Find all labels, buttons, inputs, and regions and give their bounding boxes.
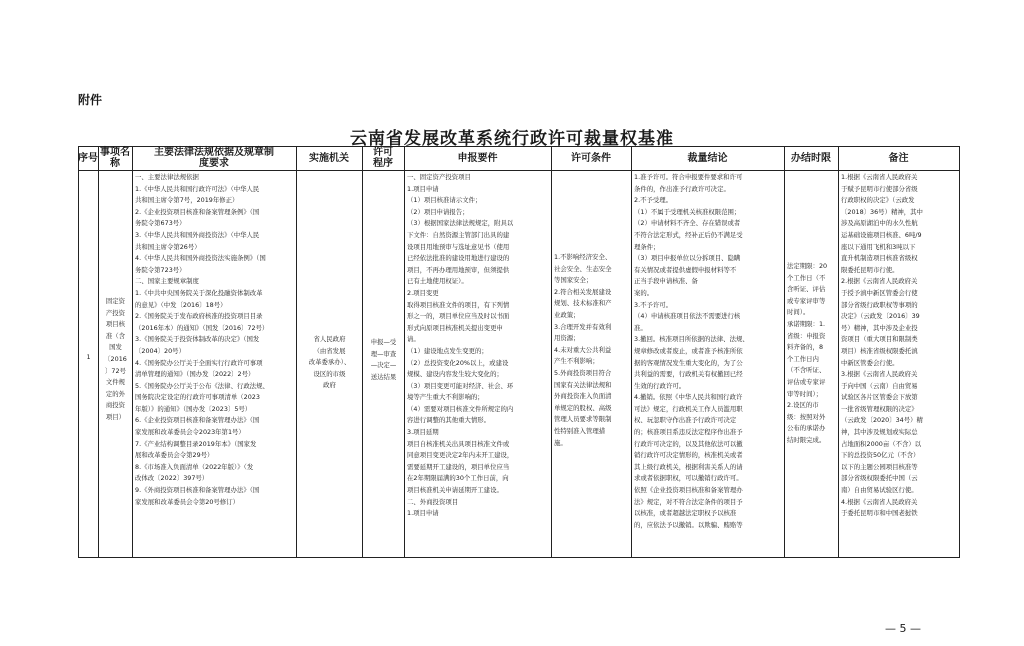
discretion-table bbox=[78, 146, 960, 558]
conclusion-line: 共利益的需要，行政机关有权撤回已经 bbox=[634, 370, 743, 379]
remarks-line: 神，其中涉及规划或实际总 bbox=[841, 428, 918, 437]
materials-line: 形之一的，项目单位应当及时以书面 bbox=[407, 312, 510, 321]
legal-basis-line: 的意见》（中发〔2016〕18号） bbox=[135, 300, 227, 309]
remarks-line: 1.根据《云南省人民政府关 bbox=[841, 173, 918, 181]
legal-basis-line: 清单管理的通知》（国办发〔2022〕2号） bbox=[135, 370, 255, 379]
legal-basis-line: 国务院决定设定的行政许可事项清单（2023 bbox=[135, 393, 260, 402]
remarks-line: 下的总投资50亿元（不含） bbox=[841, 451, 920, 460]
remarks-line: 〔2018〕36号）精神，其中 bbox=[841, 207, 923, 216]
remarks-line: 部分省级权限委托中国（云 bbox=[841, 474, 918, 483]
authority-line: 省人民政府 bbox=[313, 335, 346, 343]
materials-line: 3.项目延期 bbox=[407, 428, 439, 437]
conditions-line: 3.合理开发并有效利 bbox=[554, 322, 612, 331]
time-limit-line: 或专家评审等 bbox=[787, 296, 826, 305]
conclusion-line: 依照《企业投资项目核准和备案管理办 bbox=[634, 486, 743, 495]
conclusion-line: （2）申请材料不齐全、存在错误或者 bbox=[634, 219, 741, 228]
conclusion-line: 的；核准项目系违反法定程序作出准予 bbox=[634, 428, 743, 437]
time-limit-line: 公布的承诺办 bbox=[787, 424, 826, 433]
remarks-line: 于赋予昆明市行使部分省级 bbox=[841, 184, 918, 193]
conclusion-line: 可法》规定，行政机关工作人员滥用职 bbox=[634, 404, 743, 413]
header-index: 序号 bbox=[78, 152, 98, 164]
materials-line: 形式向原项目核准机关提出变更申 bbox=[407, 323, 503, 332]
item-name-cell bbox=[99, 296, 132, 456]
remarks-line: 试验区各片区管委会下放第 bbox=[841, 393, 918, 402]
remarks-line: 2.根据《云南省人民政府关 bbox=[841, 277, 918, 286]
remarks-line: 南）自由贸易试验区行使。 bbox=[841, 486, 918, 495]
time-limit-line: 结时限完成。 bbox=[787, 435, 826, 444]
conclusion-line: 1.准予许可。符合申报要件要求和许可 bbox=[634, 173, 743, 181]
conclusion-line: 4.撤销。依照《中华人民共和国行政许 bbox=[634, 393, 743, 402]
legal-basis-line: 1.《中共中央国务院关于深化投融资体制改革 bbox=[135, 288, 263, 297]
materials-line: 请。 bbox=[407, 335, 420, 344]
time-limit-line: 级：按照对外 bbox=[787, 412, 826, 421]
time-limit-line: 承诺期限：1. bbox=[787, 319, 826, 328]
remarks-line: 于委托昆明市和中国老挝铁 bbox=[841, 509, 918, 518]
materials-line: 2.项目变更 bbox=[407, 288, 439, 297]
legal-basis-line: 展和改革委员会令第29号） bbox=[135, 451, 214, 460]
legal-basis-line: 共和国主席令第26号） bbox=[135, 242, 201, 251]
materials-line: （1）项目核准请示文件； bbox=[407, 196, 482, 205]
remarks-line: 号）精神，其中涉及企业投 bbox=[841, 323, 918, 332]
legal-basis-line: 2.《国务院关于发布政府核准的投资项目目录 bbox=[135, 312, 263, 321]
conclusion-line: 据的客观情况发生重大变化的，为了公 bbox=[634, 358, 743, 367]
time-limit-line: （不含听证、 bbox=[787, 366, 826, 375]
legal-basis-line: 7.《产业结构调整目录2019年本》（国家发 bbox=[135, 439, 257, 448]
materials-line: 在2年期限届满的30个工作日前，向 bbox=[407, 474, 509, 483]
conclusion-line: 销行政许可决定情形的，核准机关或者 bbox=[634, 451, 743, 460]
item-name-line: 项目核 bbox=[105, 320, 126, 329]
legal-basis-line: 2.《企业投资项目核准和备案管理条例》（国 bbox=[135, 207, 260, 216]
conclusion-line: 理条件； bbox=[634, 242, 660, 251]
conclusion-cell bbox=[634, 172, 783, 557]
legal-basis-line: （2016年本）的通知》（国发〔2016〕72号） bbox=[135, 323, 269, 332]
conditions-line: 4.未对重大公共利益 bbox=[554, 345, 612, 354]
conclusion-line: 求或者依据职权，可以撤销行政许可。 bbox=[634, 474, 743, 483]
item-name-line: 准（含 bbox=[105, 331, 126, 340]
legal-basis-line: 年版）》的通知》（国办发〔2023〕5号） bbox=[135, 404, 252, 413]
conditions-line: 性特别准入管理措 bbox=[554, 426, 606, 435]
conditions-line: 社会安全、生态安全 bbox=[554, 264, 612, 273]
materials-line: 下文件：自然资源主管部门出具的建 bbox=[407, 230, 510, 239]
materials-line: 一、固定资产投资项目 bbox=[407, 173, 471, 181]
materials-line: （1）建设地点发生变更的； bbox=[407, 346, 488, 355]
conclusion-line: （1）不属于受理机关核准权限范围； bbox=[634, 207, 741, 216]
legal-basis-line: 共和国主席令第7号，2019年修正） bbox=[135, 196, 239, 205]
item-name-line: 定的外 bbox=[105, 389, 126, 398]
conclusion-line: 2.不予受理。 bbox=[634, 196, 673, 205]
conclusion-line: 案的。 bbox=[634, 288, 654, 297]
remarks-line: 运基础设施项目核准、6吨/9 bbox=[841, 230, 922, 239]
page-title: 云南省发展改革系统行政许可裁量权基准 bbox=[350, 129, 674, 149]
item-name-line: 文件规 bbox=[105, 378, 126, 387]
materials-line: 项目自核准机关出具项目核准文件或 bbox=[407, 439, 510, 448]
legal-basis-line: 务院令第723号） bbox=[135, 265, 186, 274]
conditions-line: 用资源； bbox=[554, 334, 580, 343]
time-limit-line: 个工作日内 bbox=[787, 354, 819, 363]
legal-basis-line: 8.《市场准入负面清单（2022年版）》（发 bbox=[135, 462, 254, 471]
conditions-line: 5.外商投资项目符合 bbox=[554, 368, 612, 377]
time-limit-line: 时间）。 bbox=[787, 308, 810, 317]
conditions-line: 2.符合相关发展建设 bbox=[554, 287, 612, 296]
conclusion-line: 以核准，或者超越法定职权予以核准 bbox=[634, 509, 737, 518]
header-item-name: 事项名称 bbox=[100, 147, 130, 169]
conditions-cell bbox=[554, 252, 630, 472]
legal-basis-line: 4.《中华人民共和国外商投资法实施条例》（国 bbox=[135, 254, 266, 263]
procedure-line: 理—审查 bbox=[370, 349, 397, 358]
conditions-line: 1.不影响经济安全、 bbox=[554, 253, 612, 261]
item-name-line: 商投资 bbox=[105, 401, 126, 410]
materials-line: 已有土地使用权证）。 bbox=[407, 277, 468, 286]
conclusion-line: 3.不予许可。 bbox=[634, 300, 673, 309]
header-procedure: 许可程序 bbox=[373, 147, 393, 169]
item-name-line: 〔2016 bbox=[104, 354, 127, 363]
row-index: 1 bbox=[86, 353, 91, 361]
materials-line: 项目核准机关申请延期开工建设。 bbox=[407, 486, 503, 495]
time-limit-line: 含听证、评估 bbox=[787, 285, 826, 294]
header-remarks: 备注 bbox=[888, 152, 909, 164]
remarks-cell bbox=[841, 172, 958, 557]
materials-line: 二、外商投资项目 bbox=[407, 497, 459, 506]
conclusion-line: 其上级行政机关，根据利害关系人的请 bbox=[634, 462, 743, 471]
time-limit-line: 法定期限：20 bbox=[787, 262, 828, 270]
remarks-line: 涉及高原湖泊中的水久性航 bbox=[841, 219, 918, 228]
materials-line: 1.项目申请 bbox=[407, 509, 439, 518]
procedure-line: —决定— bbox=[370, 361, 397, 370]
annex-label: 附件 bbox=[78, 93, 103, 107]
materials-line: （3）根据国家法律法规规定，附具以 bbox=[407, 219, 514, 228]
item-name-line: 国发 bbox=[109, 343, 122, 352]
time-limit-line: 评估或专家评 bbox=[787, 377, 826, 386]
procedure-cell bbox=[363, 337, 404, 397]
time-limit-line: 个工作日（不 bbox=[787, 273, 826, 282]
conclusion-line: 条件的，作出准予行政许可决定。 bbox=[634, 184, 730, 193]
remarks-line: 以下的主题公园项目核准等 bbox=[841, 462, 918, 471]
header-legal-basis: 主要法律法规依据及规章制度要求 bbox=[154, 147, 274, 169]
conclusion-line: 权、玩忽职守作出准予行政许可决定 bbox=[634, 416, 737, 425]
materials-line: （2）总投资变化20%以上，或建设 bbox=[407, 358, 509, 367]
remarks-line: 中新区管委会行使。 bbox=[841, 358, 899, 367]
conclusion-line: 生效的行政许可。 bbox=[634, 381, 686, 390]
materials-line: 1.项目申请 bbox=[407, 184, 439, 193]
conclusion-line: （3）项目申报单位以分拆项目、隐瞒 bbox=[634, 254, 741, 263]
conclusion-line: 法》规定，对不符合法定条件的项目予 bbox=[634, 497, 743, 506]
conclusion-line: 的，应依法予以撤销。以欺骗、贿赂等 bbox=[634, 520, 743, 529]
legal-basis-line: 9.《外商投资项目核准和备案管理办法》（国 bbox=[135, 486, 260, 495]
remarks-line: 直升机制造项目核准省级权 bbox=[841, 254, 918, 263]
conclusion-line: 行政许可决定的，以及其他依法可以撤 bbox=[634, 439, 743, 448]
materials-line: 项目，不再办理用地预审，但须提供 bbox=[407, 265, 510, 274]
authority-cell bbox=[297, 334, 362, 404]
conclusion-line: 规章修改或者废止，或者准予核准所依 bbox=[634, 346, 743, 355]
procedure-line: 申报—受 bbox=[370, 338, 397, 346]
conditions-line: 规划、技术标准和产 bbox=[554, 299, 612, 308]
conditions-line: 外商投资准入负面清 bbox=[554, 392, 612, 401]
remarks-line: 项目）核准省级权限委托滇 bbox=[841, 346, 918, 355]
legal-basis-cell bbox=[135, 172, 295, 557]
remarks-line: 一批省级管理权限的决定》 bbox=[841, 404, 918, 413]
materials-line: 容进行调整的其他重大情形。 bbox=[407, 416, 491, 425]
legal-basis-line: 二、国家主要规章制度 bbox=[135, 277, 199, 286]
remarks-line: 于向中国（云南）自由贸易 bbox=[841, 381, 918, 390]
conclusion-line: （4）申请核准项目依法不需要进行核 bbox=[634, 312, 741, 321]
procedure-line: 送达结果 bbox=[370, 372, 397, 381]
remarks-line: 3.根据《云南省人民政府关 bbox=[841, 370, 918, 379]
materials-line: （3）项目变更可能对经济、社会、环 bbox=[407, 381, 514, 390]
legal-basis-line: 6.《企业投资项目核准和备案管理办法》（国 bbox=[135, 416, 260, 425]
item-name-line: 产投资 bbox=[105, 308, 126, 317]
authority-line: （由省发展 bbox=[313, 346, 346, 355]
conditions-line: 管理人员要求等限制 bbox=[554, 415, 612, 424]
time-limit-line: 省级：申报资 bbox=[787, 331, 826, 340]
header-time-limit: 办结时限 bbox=[791, 152, 831, 164]
materials-line: 设项目用地预审与选址意见书（使用 bbox=[407, 242, 510, 251]
header-materials: 申报要件 bbox=[457, 152, 498, 164]
authority-line: 政府 bbox=[323, 381, 336, 390]
remarks-line: 限委托昆明市行使。 bbox=[841, 265, 899, 274]
conclusion-line: 准。 bbox=[634, 323, 647, 332]
conclusion-line: 3.撤回。核准项目所依据的法律、法规、 bbox=[634, 335, 749, 344]
materials-line: 取得项目核准文件的项目，有下列情 bbox=[407, 300, 510, 309]
remarks-line: 决定》（云政发〔2016〕39 bbox=[841, 312, 920, 321]
materials-line: 已经依法批准的建设用地进行建设的 bbox=[407, 254, 510, 263]
header-conditions: 许可条件 bbox=[571, 152, 611, 164]
conditions-line: 施。 bbox=[554, 438, 567, 447]
authority-line: 设区的市级 bbox=[313, 369, 346, 378]
legal-basis-line: 〔2004〕20号） bbox=[135, 346, 185, 355]
legal-basis-line: 3.《国务院关于投资体制改革的决定》（国发 bbox=[135, 335, 260, 344]
time-limit-line: 审等时间）； bbox=[787, 389, 823, 398]
legal-basis-line: 家发展和改革委员会令2023年第1号） bbox=[135, 428, 245, 437]
remarks-line: 4.根据《云南省人民政府关 bbox=[841, 497, 918, 506]
conditions-line: 产生不利影响； bbox=[554, 357, 599, 366]
time-limit-line: 2.设区的市 bbox=[787, 401, 819, 410]
legal-basis-line: 务院令第673号） bbox=[135, 219, 186, 228]
time-limit-line: 料齐备的，8 bbox=[787, 343, 824, 352]
page-number: — 5 — bbox=[885, 622, 921, 635]
legal-basis-line: 5.《国务院办公厅关于公布《法律、行政法规、 bbox=[135, 381, 269, 390]
legal-basis-line: 1.《中华人民共和国行政许可法》（中华人民 bbox=[135, 184, 260, 193]
materials-line: 境等产生重大不利影响的； bbox=[407, 393, 484, 402]
remarks-line: （云政发〔2020〕34号）精 bbox=[841, 416, 923, 425]
conditions-line: 国家有关法律法规和 bbox=[554, 380, 612, 389]
materials-cell bbox=[407, 172, 550, 557]
conclusion-line: 有关情况或者提供虚假申报材料等不 bbox=[634, 265, 737, 274]
materials-line: 需要延期开工建设的，项目单位应当 bbox=[407, 462, 510, 471]
legal-basis-line: 改体改〔2022〕397号） bbox=[135, 474, 209, 483]
header-conclusion: 裁量结论 bbox=[687, 152, 728, 164]
materials-line: （4）需要对项目核准文件所规定的内 bbox=[407, 404, 514, 413]
conditions-line: 单规定的股权、高级 bbox=[554, 403, 612, 412]
conclusion-line: 不符合法定形式，经补正后仍不满足受 bbox=[634, 230, 743, 239]
materials-line: （2）项目申请报告； bbox=[407, 207, 469, 216]
authority-line: 改革委承办）、 bbox=[308, 358, 351, 367]
header-authority: 实施机关 bbox=[309, 152, 349, 164]
remarks-line: 部分省级行政职权等事项的 bbox=[841, 300, 918, 309]
legal-basis-line: 3.《中华人民共和国外商投资法》（中华人民 bbox=[135, 230, 260, 239]
remarks-line: 座以下通用飞机和3吨以下 bbox=[841, 242, 916, 251]
materials-line: 规模、建设内容发生较大变化的； bbox=[407, 370, 503, 379]
legal-basis-line: 家发展和改革委员会令第20号修订） bbox=[135, 497, 239, 506]
remarks-line: 资项目（重大项目和限制类 bbox=[841, 335, 918, 344]
materials-line: 同意项目变更决定2年内未开工建设， bbox=[407, 451, 514, 460]
legal-basis-line: 4.《国务院办公厅关于全面实行行政许可事项 bbox=[135, 358, 263, 367]
remarks-line: 占地面积2000亩（不含）以 bbox=[841, 439, 922, 448]
remarks-line: 行政职权的决定》（云政发 bbox=[841, 196, 915, 205]
remarks-line: 于授予滇中新区管委会行使 bbox=[841, 288, 918, 297]
item-name-line: 固定资 bbox=[105, 297, 126, 305]
item-name-line: 〕72号 bbox=[105, 366, 126, 375]
conditions-line: 等国家安全； bbox=[554, 276, 593, 285]
conclusion-line: 正当手段申请核准、备 bbox=[634, 277, 698, 286]
time-limit-cell bbox=[787, 261, 838, 461]
item-name-line: 项目） bbox=[105, 412, 126, 421]
legal-basis-line: 一、主要法律法规依据 bbox=[135, 173, 199, 181]
conditions-line: 业政策； bbox=[554, 310, 580, 319]
